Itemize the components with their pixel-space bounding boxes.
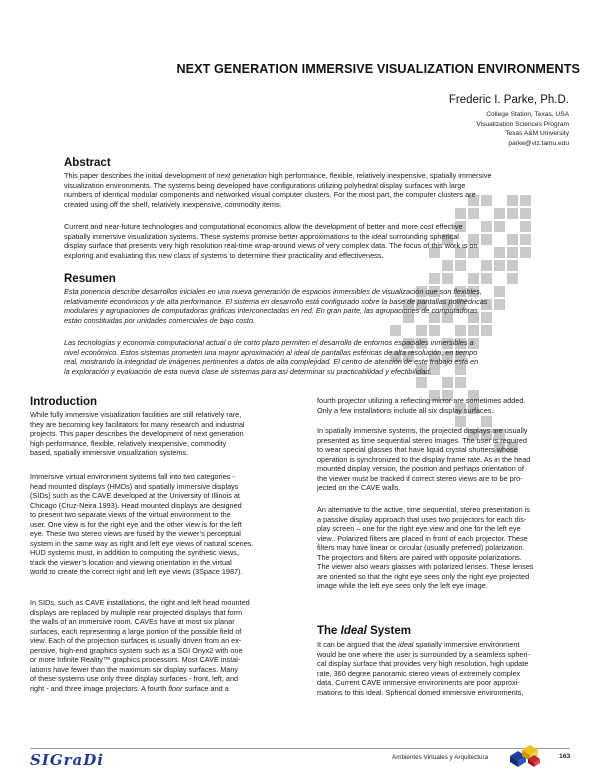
mosaic-square	[455, 208, 466, 219]
introduction-heading: Introduction	[30, 396, 98, 408]
right-column-paragraph-4: It can be argued that the ideal spatially immersive environment would be one where the user is surrounded by a seamless spheri- cal display surface that provides very high resolution, high update rate, 360 degree panoramic stereo views of extremely complex data. Current CAVE immersive environments are poor approxi- mations to this ideal. Spherical domed immersive environments,	[317, 640, 530, 697]
abstract-paragraph-1: This paper describes the initial development of next generation high performance, flexible, relatively inexpensive, spatially immersive visualization environments. The systems being developed have configurations utilizing polyhedral display surfaces with large numbers of identical modular components and networked visual computer clusters. For the most part, the computer clusters are created using off the shelf, relatively inexpensive, commodity items.	[64, 171, 492, 209]
abstract-paragraph-2: Current and near-future technologies and computational economics allow the development of better and more cost effective spatially immersive visualization systems. These systems promise better approximations to the ideal surrounding spherical display surface that presents very high resolution real-time wrap-around views of very complex data. The focus of this work is on exploring and evaluating this new class of systems to determine their practicality and effectiveness.	[64, 222, 478, 260]
mosaic-square	[442, 273, 453, 284]
affiliation-line: Visualization Sciences Program	[476, 120, 569, 128]
resumen-paragraph-1: Esta ponencia describe desarrollos iniciales en una nueva generación de espacios inmersibles de visualización que son flexibles, relativamente económicos y de alta performance. El sistema en desarrollo está configurado sobre la base de pantallas polihédricas modulares y agrupaciones de computadoras gráficas interconectadas en red. En gran parte, las agrupaciones de computadoras están constituidas por unidades comerciales de bajo costo.	[64, 287, 488, 325]
mosaic-square	[429, 273, 440, 284]
introduction-paragraph-2: Immersive virtual environment systems fall into two categories - head mounted displays (HMDs) and spatially immersive displays (SIDs) such as the CAVE developed at the University of Illinois at Chicago (Cruz-Neira 1993). Head mounted displays are designed to present two separate views of the virtual environment to the user. One view is for the right eye and the other view is for the left eye. These two stereo views are fused by the viewer’s perceptual system in the same way as right and left eye views of natural scenes. HUD systems must, in addition to computing the synthetic views, track the viewer’s location and viewing orientation in the virtual world to create the correct right and left eye views (3Space 1987).	[30, 472, 254, 577]
footer-journal-title: Ambientes Virtuales y Arquitectura	[392, 754, 489, 761]
ideal-system-heading: The Ideal System	[317, 625, 411, 637]
author-name: Frederic I. Parke, Ph.D.	[448, 94, 569, 106]
mosaic-square	[520, 208, 531, 219]
mosaic-square	[507, 208, 518, 219]
mosaic-square	[429, 325, 440, 336]
author-email[interactable]: parke@viz.tamu.edu	[508, 139, 569, 147]
resumen-paragraph-2: Las tecnologías y economía computacional actual o de corto plazo permiten el desarrollo de entornos espaciales inmersibles a nivel económico. Estos sistemas prometen una mayor aproximación al ideal de pantallas esféricas de alta resolución, en tiempo real, mostrando la integridad de imágenes pertinentes a datos de alta complejidad. El centro de atención de este trabajo está en la exploración y evaluación de esta nueva clase de sistemas para así determinar su practicabilidad y efectibilidad.	[64, 338, 479, 376]
paper-title: NEXT GENERATION IMMERSIVE VISUALIZATION ENVIRONMENTS	[176, 62, 580, 76]
mosaic-square	[468, 273, 479, 284]
mosaic-square	[507, 273, 518, 284]
right-column-paragraph-2: In spatially immersive systems, the projected displays are usually presented as time sequential stereo images. The user is required to wear special glasses that have liquid crystal shutters whose operation is synchronized to the display frame rate. As in the head mounted display version, the position and perhaps orientation of the viewer must be tracked if correct stereo views are to be pro- jected on the CAVE walls.	[317, 426, 531, 493]
abstract-heading: Abstract	[64, 157, 111, 169]
mosaic-square	[455, 377, 466, 388]
mosaic-square	[455, 260, 466, 271]
sigradi-logo: SIGraDi	[30, 751, 104, 769]
mosaic-square	[494, 208, 505, 219]
mosaic-square	[481, 260, 492, 271]
mosaic-square	[507, 260, 518, 271]
right-column-paragraph-3: An alternative to the active, time sequential, stereo presentation is a passive display approach that uses two projectors for each dis- play screen – one for the right eye view and one for the left eye view.. Polarized filters are placed in front of each projector. These filters may have linear or circular (usually preferred) polarization. The projectors and filters are paired with opposite polarizations. The viewer also wears glasses with polarized lenses. These lenses are oriented so that the right eye sees only the right eye projected image while the left eye sees only the left eye image.	[317, 505, 534, 591]
resumen-heading: Resumen	[64, 273, 116, 285]
mosaic-square	[481, 325, 492, 336]
author-affiliation	[300, 110, 569, 148]
mosaic-square	[455, 325, 466, 336]
mosaic-square	[481, 273, 492, 284]
right-column-paragraph-1: fourth projector utilizing a reflecting mirror are sometimes added. Only a few installations include all six display surfaces.	[317, 396, 526, 415]
affiliation-line: College Station, Texas, USA	[486, 111, 569, 118]
introduction-paragraph-1: While fully immersive visualization facilities are still relatively rare, they are becoming key facilitators for many research and industrial projects. This paper describes the development of next generation high performance, flexible, relatively inexpensive, commodity based, spatially immersive visualization systems.	[30, 410, 245, 458]
mosaic-square	[494, 260, 505, 271]
mosaic-square	[442, 377, 453, 388]
mosaic-square	[468, 325, 479, 336]
affiliation-line: Texas A&M University	[505, 130, 569, 138]
introduction-paragraph-3: In SIDs, such as CAVE installations, the right and left head mounted displays are replaced by multiple rear projected displays that form the walls of an immersive room. CAVEs have at most six planar surfaces, each representing a large portion of the possible field of view. Each of the projection surfaces is usually driven from an ex- pensive, high-end graphics system such as a SGI Onyx2 with one or more Infinite Reality™ graphics processors. Most CAVE instal- lations have fewer than the maximum six display surfaces. Many of these systems use only three display surfaces - front, left, and right - and three image projectors. A fourth floor surface and a	[30, 598, 250, 693]
page-number: 163	[559, 753, 571, 760]
mosaic-square	[416, 325, 427, 336]
mosaic-square	[442, 260, 453, 271]
footer-rule	[30, 748, 570, 749]
cubes-logo-icon	[506, 744, 546, 768]
mosaic-square	[390, 325, 401, 336]
mosaic-square	[416, 377, 427, 388]
mosaic-square	[468, 208, 479, 219]
